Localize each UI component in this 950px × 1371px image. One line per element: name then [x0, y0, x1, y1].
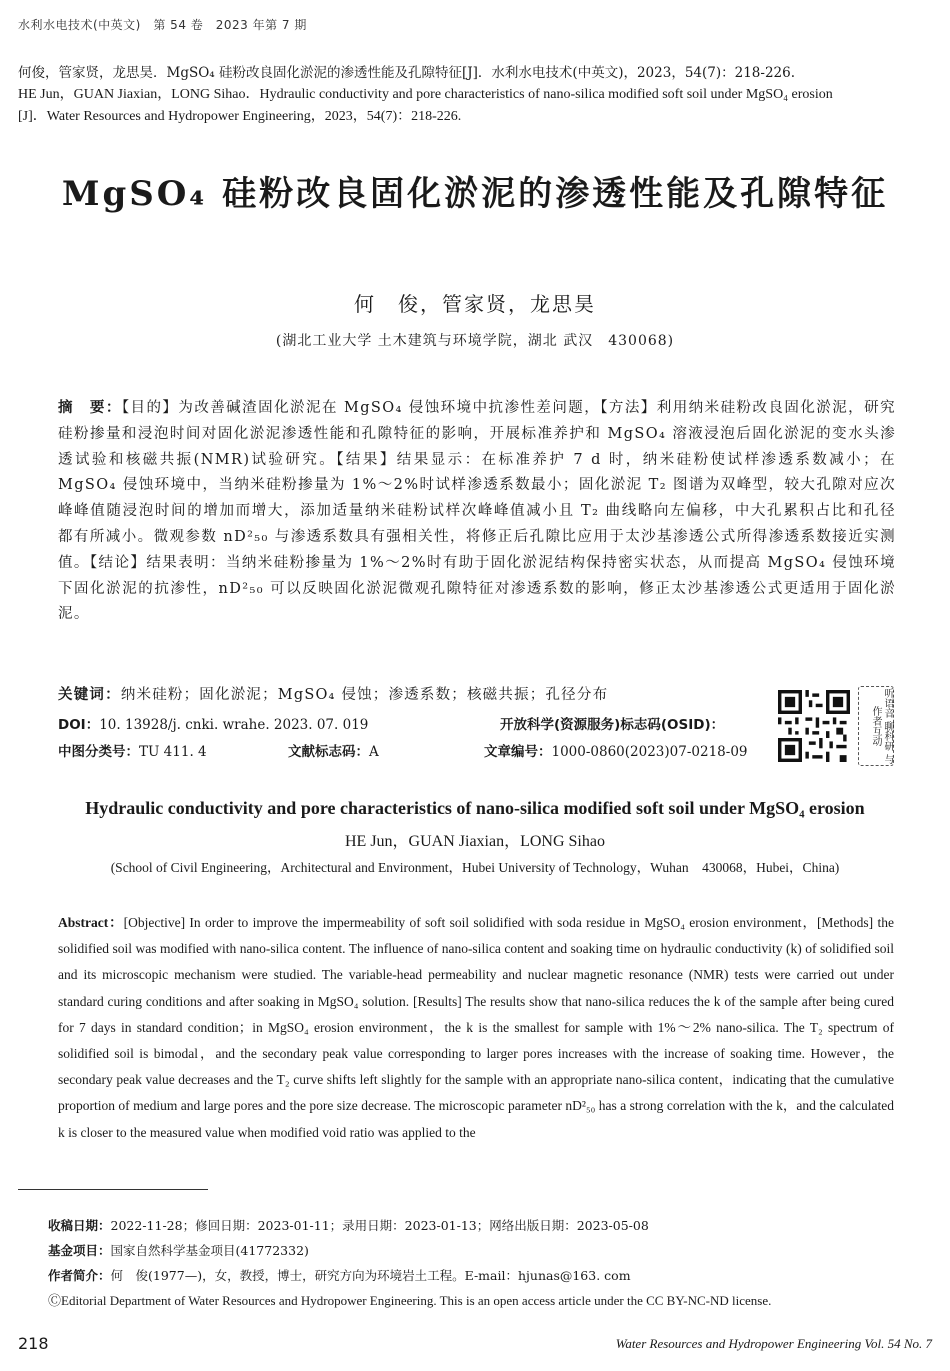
article-number [484, 740, 748, 760]
citation-en-line2: [J]．Water Resources and Hydropower Engineering，2023，54(7)：218-226. [18, 109, 462, 124]
authors: 何 俊，管家贤，龙思昊 [354, 292, 596, 316]
english-title: Hydraulic conductivity and pore characteristics of nano-silica modified soft soil under MgSO₄ erosion [85, 798, 865, 818]
citation-cn: 何俊，管家贤，龙思昊．MgSO₄ 硅粉改良固化淤泥的渗透性能及孔隙特征[J]．水利水电技术(中英文)，2023，54(7)：218-226. [18, 65, 796, 81]
footnote-license: ⒸEditorial Department of Water Resources and Hydropower Engineering. This is an open access article under the CC BY-NC-ND license. [48, 1293, 772, 1308]
citation-block [18, 62, 936, 128]
abstract-cn [58, 395, 896, 628]
keywords [58, 683, 608, 704]
osid [500, 713, 724, 733]
fund-value: 国家自然科学基金项目(41772332) [110, 1243, 309, 1258]
footnote-author [48, 1266, 631, 1284]
english-authors: HE Jun，GUAN Jiaxian，LONG Sihao [345, 833, 605, 850]
fund-label: 基金项目： [48, 1243, 111, 1258]
keywords-text: 纳米硅粉；固化淤泥；MgSO₄ 侵蚀；渗透系数；核磁共振；孔径分布 [120, 687, 609, 703]
qr-code-icon[interactable] [778, 690, 850, 762]
doc-code-value: A [369, 744, 379, 760]
abstract-cn-text: 【目的】为改善碱渣固化淤泥在 MgSO₄ 侵蚀环境中抗渗性差问题，【方法】利用纳米硅粉改良固化淤泥，研究硅粉掺量和浸泡时间对固化淤泥渗透性能和孔隙特征的影响，开展标准养护和 MgSO₄ 溶液浸泡后固化淤泥的变水头渗透试验和核磁共振(NMR)试验研究。【结果】结果显示：在标准养护 7 d 时，纳米硅粉使试样渗透系数减小；在 MgSO₄ 侵蚀环境中，当纳米硅粉掺量为 1%～2%时试样渗透系数最小；固化淤泥 T₂ 图谱为双峰型，较大孔隙对应次峰峰值随浸泡时间的增加而增大，添加适量纳米硅粉试样次峰峰值减小且 T₂ 曲线略向左偏移，中大孔累积占比和孔径都有所减小。微观参数 nD²₅₀ 与渗透系数具有强相关性，将修正后孔隙比应用于太沙基渗透公式所得渗透系数接近实测值。【结论】结果表明：当纳米硅粉掺量为 1%～2%时有助于固化淤泥结构保持密实状态，从而提高 MgSO₄ 侵蚀环境下固化淤泥的抗渗性，nD²₅₀ 可以反映固化淤泥微观孔隙特征对渗透系数的影响，修正太沙基渗透公式更适用于固化淤泥。 [58, 400, 896, 623]
doi [58, 713, 368, 733]
footnote-fund [48, 1241, 309, 1259]
osid-label: 开放科学(资源服务)标志码(OSID)： [500, 717, 725, 733]
affiliation: (湖北工业大学 土木建筑与环境学院，湖北 武汉 430068) [275, 333, 675, 349]
keywords-label: 关键词： [58, 687, 121, 703]
citation-en-line1: HE Jun，GUAN Jiaxian，LONG Sihao．Hydraulic conductivity and pore characteristics of nano-silica modified soft soil under MgSO₄ erosion [18, 87, 833, 102]
footnote-dates [48, 1216, 649, 1234]
english-affiliation: (School of Civil Engineering，Architectural and Environment，Hubei University of Technology，Wuhan 430068，Hubei，China) [110, 860, 840, 875]
doi-label: DOI： [58, 717, 100, 733]
running-header: 水利水电技术(中英文) 第 54 卷 2023 年第 7 期 [18, 18, 307, 32]
clc-value: TU 411. 4 [139, 744, 207, 760]
dates-label: 收稿日期： [48, 1218, 111, 1233]
author-bio-value: 何 俊(1977—)，女，教授，博士，研究方向为环境岩土工程。E-mail：hjunas@163. com [110, 1268, 631, 1283]
article-no-label: 文章编号： [484, 744, 552, 760]
footer-journal: Water Resources and Hydropower Engineering Vol. 54 No. 7 [615, 1336, 932, 1351]
abstract-en-label: Abstract： [58, 915, 124, 930]
clc-label: 中图分类号： [58, 744, 139, 760]
qr-side-label: 听语音 聊科研 与作者互动 [858, 686, 894, 766]
paper-title: MgSO₄ 硅粉改良固化淤泥的渗透性能及孔隙特征 [61, 174, 889, 214]
abstract-en [58, 910, 894, 1146]
author-bio-label: 作者简介： [48, 1268, 111, 1283]
abstract-cn-label: 摘 要： [58, 399, 122, 416]
article-no-value: 1000-0860(2023)07-0218-09 [551, 744, 748, 760]
clc-number [58, 740, 207, 760]
footnote-divider [18, 1189, 208, 1190]
doi-value[interactable]: 10. 13928/j. cnki. wrahe. 2023. 07. 019 [99, 717, 369, 733]
page-number: 218 [18, 1334, 49, 1353]
document-code [288, 740, 379, 760]
doc-code-label: 文献标志码： [288, 744, 369, 760]
abstract-en-text: [Objective] In order to improve the impermeability of soft soil solidified with soda residue in MgSO₄ erosion environment，[Methods] the solidified soil was modified with nano-silica content. The influence of nano-silica content and soaking time on hydraulic conductivity (k) of solidified soil and its microscopic mechanism were studied. The variable-head permeability and nuclear magnetic resonance (NMR) tests were carried out under standard curing conditions and after soaking in MgSO₄ solution. [Results] The results show that nano-silica reduces the k of the sample after being cured for 7 days in standard condition；in MgSO₄ erosion environment，the k is the smallest for sample with 1%～2% nano-silica. The T₂ spectrum of solidified soil is bimodal，and the secondary peak value corresponding to larger pores increases with the increase of soaking time. However，the secondary peak value decreases and the T₂ curve shifts left slightly for the sample with an appropriate nano-silica content，indicating that the cumulative proportion of medium and large pores and the pore size decrease. The microscopic parameter nD²₅₀ has a strong correlation with the k，and the calculated k is closer to the measured value when modified void ratio was applied to the [58, 915, 894, 1140]
dates-value: 2022-11-28；修回日期：2023-01-11；录用日期：2023-01-13；网络出版日期：2023-05-08 [110, 1218, 649, 1233]
